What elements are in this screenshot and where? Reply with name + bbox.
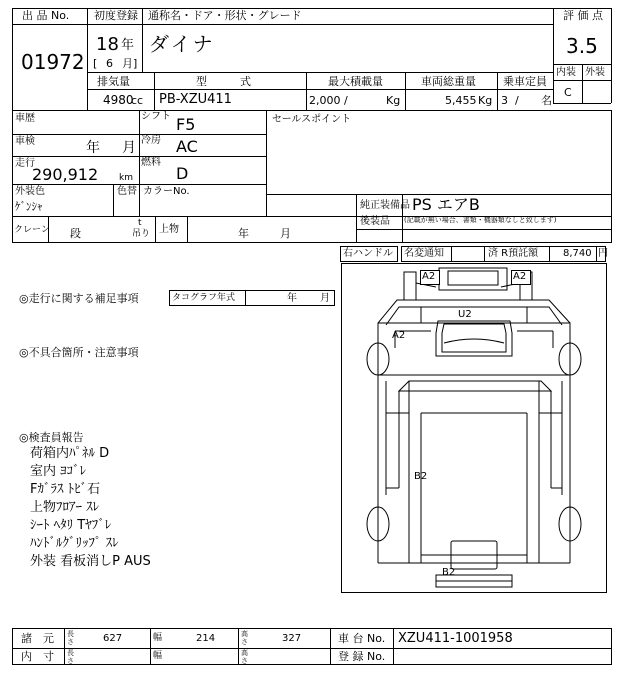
color-label: 外装色 bbox=[15, 186, 45, 197]
inspector-line: ﾊﾝﾄﾞﾙｸﾞﾘｯﾌﾟ ｽﾚ bbox=[30, 536, 119, 551]
rule bbox=[154, 72, 155, 110]
spec-label: 諸 元 bbox=[21, 632, 54, 645]
model-value: PB-XZU411 bbox=[159, 92, 232, 107]
ac-value: AC bbox=[176, 137, 198, 156]
bracket-open: [ bbox=[93, 57, 98, 70]
inspector-line: 外装 看板消しP AUS bbox=[30, 554, 151, 569]
displacement-value: 4980 bbox=[103, 93, 134, 107]
displacement-label: 排気量 bbox=[97, 75, 130, 88]
inner-height-label: 高さ bbox=[241, 649, 248, 665]
first-reg-month: 6 bbox=[106, 57, 113, 70]
shift-value: F5 bbox=[176, 115, 196, 134]
rule bbox=[64, 628, 65, 664]
damage-mark: B2 bbox=[442, 567, 456, 578]
driving-notes-label: ◎走行に関する補足事項 bbox=[19, 292, 139, 305]
rule bbox=[87, 89, 553, 90]
km-unit: km bbox=[119, 173, 133, 183]
interior-grade: C bbox=[564, 86, 572, 99]
rule bbox=[142, 8, 143, 72]
length-label: 長さ bbox=[67, 630, 74, 646]
length-value: 627 bbox=[103, 633, 123, 644]
rule bbox=[356, 194, 357, 242]
mileage-value: 290,912 bbox=[32, 165, 99, 184]
kg-unit: Kg bbox=[386, 94, 401, 107]
rule bbox=[12, 628, 13, 664]
aftermarket-note: (記載が無い場合、書類・機器類なしと致します) bbox=[404, 216, 557, 224]
rule bbox=[139, 110, 140, 216]
rule bbox=[187, 216, 188, 242]
damage-mark: A2 bbox=[422, 271, 436, 282]
rhd-label: 右ハンドル bbox=[343, 248, 393, 259]
recycle-amount: 8,740 bbox=[563, 248, 592, 259]
score-label: 評 価 点 bbox=[563, 9, 603, 22]
rule bbox=[12, 24, 553, 25]
truck-diagram-svg bbox=[341, 263, 607, 593]
inspector-line: 室内 ﾖｺﾞﾚ bbox=[30, 464, 87, 479]
model-label: 型 式 bbox=[196, 75, 251, 88]
rule bbox=[611, 628, 612, 664]
inspector-line: ｼｰﾄ ﾍﾀﾘ Tﾔﾌﾞﾚ bbox=[30, 518, 112, 533]
person-unit: 名 bbox=[541, 94, 552, 107]
aftermarket-label: 後装品 bbox=[360, 216, 390, 227]
yen-unit: 円 bbox=[598, 248, 608, 259]
damage-mark: B2 bbox=[414, 471, 428, 482]
rule bbox=[405, 72, 406, 110]
slash: / bbox=[515, 94, 519, 107]
month-unit: 月] bbox=[122, 57, 138, 70]
rule bbox=[155, 216, 156, 242]
transfer-label: 名変通知 bbox=[404, 248, 444, 259]
year-unit: 年 bbox=[121, 38, 135, 53]
defect-notes-label: ◎不具合箇所・注意事項 bbox=[19, 346, 139, 359]
rule bbox=[497, 72, 498, 110]
rule bbox=[87, 72, 553, 73]
inspection-label: 車検 bbox=[15, 136, 35, 147]
rule bbox=[611, 8, 612, 103]
fuel-label: 燃料 bbox=[141, 157, 161, 168]
max-load-label: 最大積載量 bbox=[328, 75, 383, 88]
rule bbox=[12, 648, 612, 649]
capacity-value: 3 bbox=[501, 94, 508, 107]
car-name-label: 通称名・ドア・形状・グレード bbox=[148, 9, 302, 22]
rule bbox=[238, 628, 239, 664]
ac-label: 冷房 bbox=[141, 135, 161, 146]
rule bbox=[113, 184, 114, 216]
rule bbox=[553, 103, 611, 104]
rule bbox=[330, 628, 331, 664]
bed-month-unit: 月 bbox=[280, 227, 291, 240]
registration-label: 登 録 No. bbox=[338, 650, 386, 663]
rule bbox=[306, 72, 307, 110]
damage-mark: A2 bbox=[392, 330, 406, 341]
gross-weight-value: 5,455 bbox=[445, 94, 477, 107]
crane-label: クレーン bbox=[14, 225, 50, 235]
transfer-box bbox=[451, 246, 485, 262]
damage-mark: A2 bbox=[513, 271, 527, 282]
fuel-value: D bbox=[176, 164, 189, 183]
score-value: 3.5 bbox=[566, 34, 598, 58]
max-load-value: 2,000 bbox=[309, 94, 341, 107]
inspector-line: 荷箱内ﾊﾟﾈﾙ D bbox=[30, 446, 110, 461]
sales-point-label: セールスポイント bbox=[272, 114, 352, 125]
interior-label: 内装 bbox=[556, 67, 576, 78]
chassis-label: 車 台 No. bbox=[338, 632, 386, 645]
color-no-label: カラーNo. bbox=[143, 186, 190, 197]
rule bbox=[266, 110, 267, 216]
lot-number: 01972 bbox=[21, 50, 85, 74]
bed-year-unit: 年 bbox=[238, 227, 249, 240]
inspection-year-unit: 年 bbox=[86, 140, 100, 156]
inner-dims-label: 内 寸 bbox=[21, 650, 54, 663]
rule bbox=[553, 8, 554, 103]
rule bbox=[150, 628, 151, 664]
rule bbox=[611, 110, 612, 242]
height-label: 高さ bbox=[241, 630, 248, 646]
crane-stage: 段 bbox=[70, 227, 81, 240]
equipment-label: 純正装備品 bbox=[360, 200, 410, 211]
cc-unit: cc bbox=[131, 94, 144, 107]
crane-t: t bbox=[138, 218, 142, 228]
bed-label: 上物 bbox=[159, 224, 179, 235]
width-label: 幅 bbox=[153, 633, 163, 643]
first-reg-label: 初度登録 bbox=[94, 9, 138, 22]
slash: / bbox=[344, 94, 348, 107]
rule bbox=[12, 110, 13, 242]
exterior-label: 外装 bbox=[585, 67, 605, 78]
chassis-value: XZU411-1001958 bbox=[398, 631, 513, 646]
shift-label: シフト bbox=[141, 111, 171, 122]
crane-hoist: 吊り bbox=[132, 229, 151, 239]
inner-length-label: 長さ bbox=[67, 649, 74, 665]
lot-label: 出 品 No. bbox=[22, 9, 70, 22]
color-value: ｹﾞﾝｼｬ bbox=[15, 200, 43, 213]
width-value: 214 bbox=[196, 633, 216, 644]
rule bbox=[12, 110, 612, 111]
tacho-label: タコグラフ年式 bbox=[172, 293, 236, 303]
color-change-label: 色替 bbox=[117, 186, 137, 197]
car-name: ダイナ bbox=[149, 32, 215, 56]
rule bbox=[12, 664, 612, 665]
height-value: 327 bbox=[282, 633, 302, 644]
capacity-label: 乗車定員 bbox=[503, 75, 547, 88]
gross-weight-label: 車両総重量 bbox=[421, 75, 476, 88]
first-reg-year: 18 bbox=[96, 34, 119, 55]
history-label: 車歴 bbox=[15, 113, 35, 124]
tacho-year-unit: 年 bbox=[287, 293, 297, 304]
rule bbox=[245, 290, 246, 306]
inner-width-label: 幅 bbox=[153, 651, 163, 661]
damage-mark: U2 bbox=[458, 309, 472, 320]
recycle-label: 済 R預託額 bbox=[488, 248, 539, 259]
inspector-line: 上物ﾌﾛｱｰ ｽﾚ bbox=[30, 500, 100, 515]
kg-unit: Kg bbox=[478, 94, 493, 107]
inspection-month-unit: 月 bbox=[122, 140, 136, 156]
inspector-line: Fｶﾞﾗｽ ﾄﾋﾞ石 bbox=[30, 482, 101, 497]
rule bbox=[582, 64, 583, 103]
tacho-month-unit: 月 bbox=[320, 293, 330, 304]
truck-diagram bbox=[341, 263, 607, 593]
rule bbox=[12, 242, 612, 243]
equipment-value: PS エアB bbox=[412, 195, 480, 214]
rule bbox=[393, 628, 394, 664]
mileage-label: 走行 bbox=[15, 158, 35, 169]
rule bbox=[356, 229, 612, 230]
rule bbox=[12, 628, 612, 629]
inspector-report-label: ◎検査員報告 bbox=[19, 431, 84, 444]
